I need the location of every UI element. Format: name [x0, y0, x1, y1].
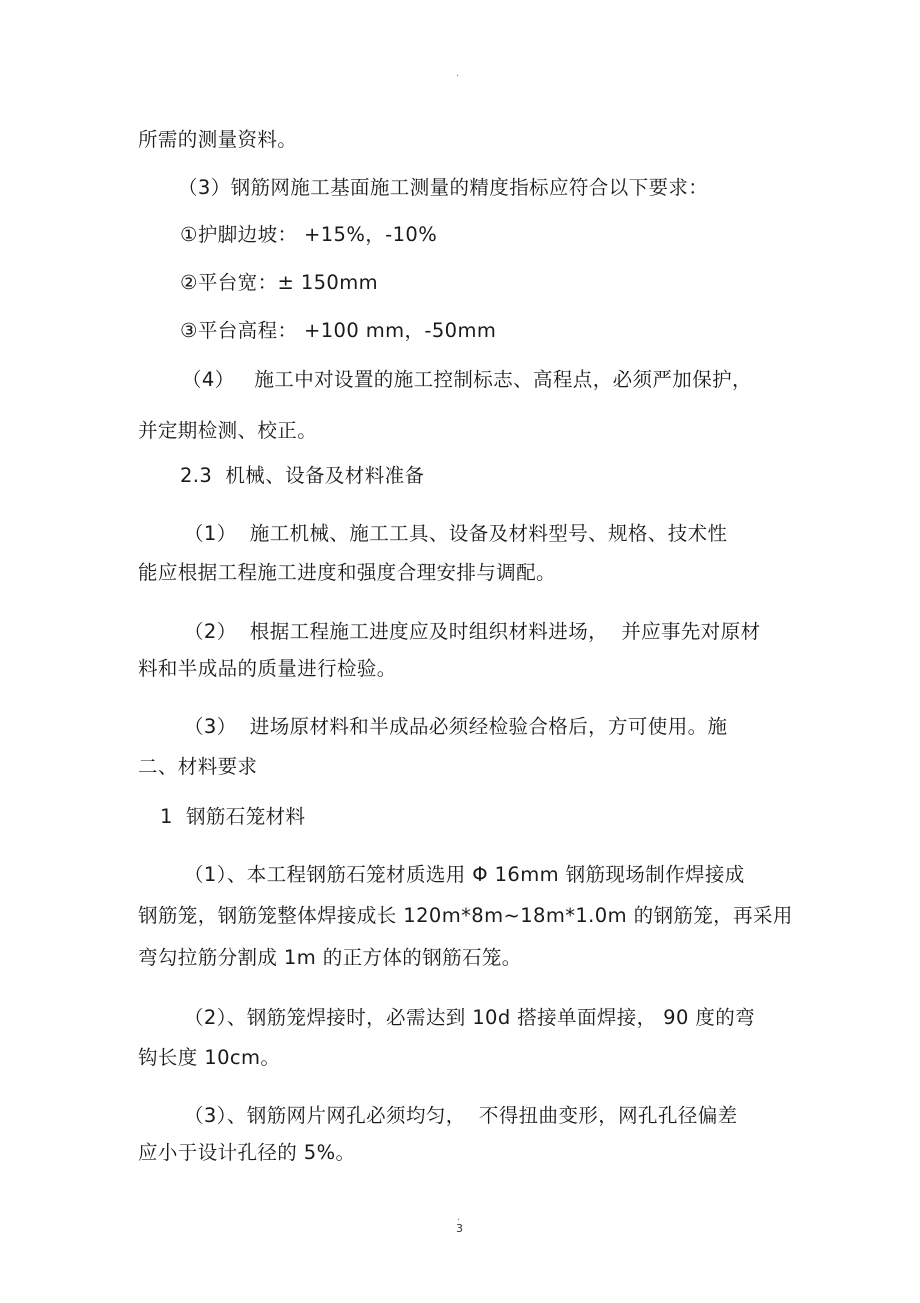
text-line: 弯勾拉筋分割成 1m 的正方体的钢筋石笼。: [138, 946, 522, 969]
text-line: （3） 进场原材料和半成品必须经检验合格后，方可使用。施: [184, 715, 728, 738]
text-line: （2）、钢筋笼焊接时，必需达到 10d 搭接单面焊接， 90 度的弯: [184, 1006, 756, 1029]
text-line: ③平台高程： +100 mm，-50mm: [180, 319, 497, 342]
text-line: ②平台宽：± 150mm: [180, 271, 379, 294]
section-heading: 1 钢筋石笼材料: [160, 805, 306, 828]
text-line: （3）钢筋网施工基面施工测量的精度指标应符合以下要求：: [178, 176, 709, 199]
text-line: 应小于设计孔径的 5%。: [138, 1141, 356, 1164]
text-line: 所需的测量资料。: [138, 128, 298, 151]
text-line: ①护脚边坡： +15%，-10%: [180, 223, 438, 246]
header-mark: .: [456, 68, 460, 79]
text-line: 钢筋笼，钢筋笼整体焊接成长 120m*8m~18m*1.0m 的钢筋笼，再采用: [138, 904, 793, 927]
section-heading: 2.3 机械、设备及材料准备: [180, 464, 425, 487]
page-number: 3: [456, 1222, 463, 1235]
text-line: 能应根据工程施工进度和强度合理安排与调配。: [138, 561, 556, 584]
text-line: （2） 根据工程施工进度应及时组织材料进场， 并应事先对原材: [184, 620, 761, 643]
section-heading: 二、材料要求: [138, 755, 258, 778]
footer-mark: .: [457, 1212, 461, 1223]
text-line: 料和半成品的质量进行检验。: [138, 657, 397, 680]
text-line: 并定期检测、校正。: [138, 419, 318, 442]
text-line: （1） 施工机械、施工工具、设备及材料型号、规格、技术性: [184, 522, 728, 545]
text-line: 钩长度 10cm。: [138, 1046, 281, 1069]
text-line: （3）、钢筋网片网孔必须均匀， 不得扭曲变形，网孔孔径偏差: [184, 1104, 738, 1127]
text-line: （1）、本工程钢筋石笼材质选用 Φ 16mm 钢筋现场制作焊接成: [184, 863, 745, 886]
text-line: （4） 施工中对设置的施工控制标志、高程点，必须严加保护，: [182, 368, 752, 391]
